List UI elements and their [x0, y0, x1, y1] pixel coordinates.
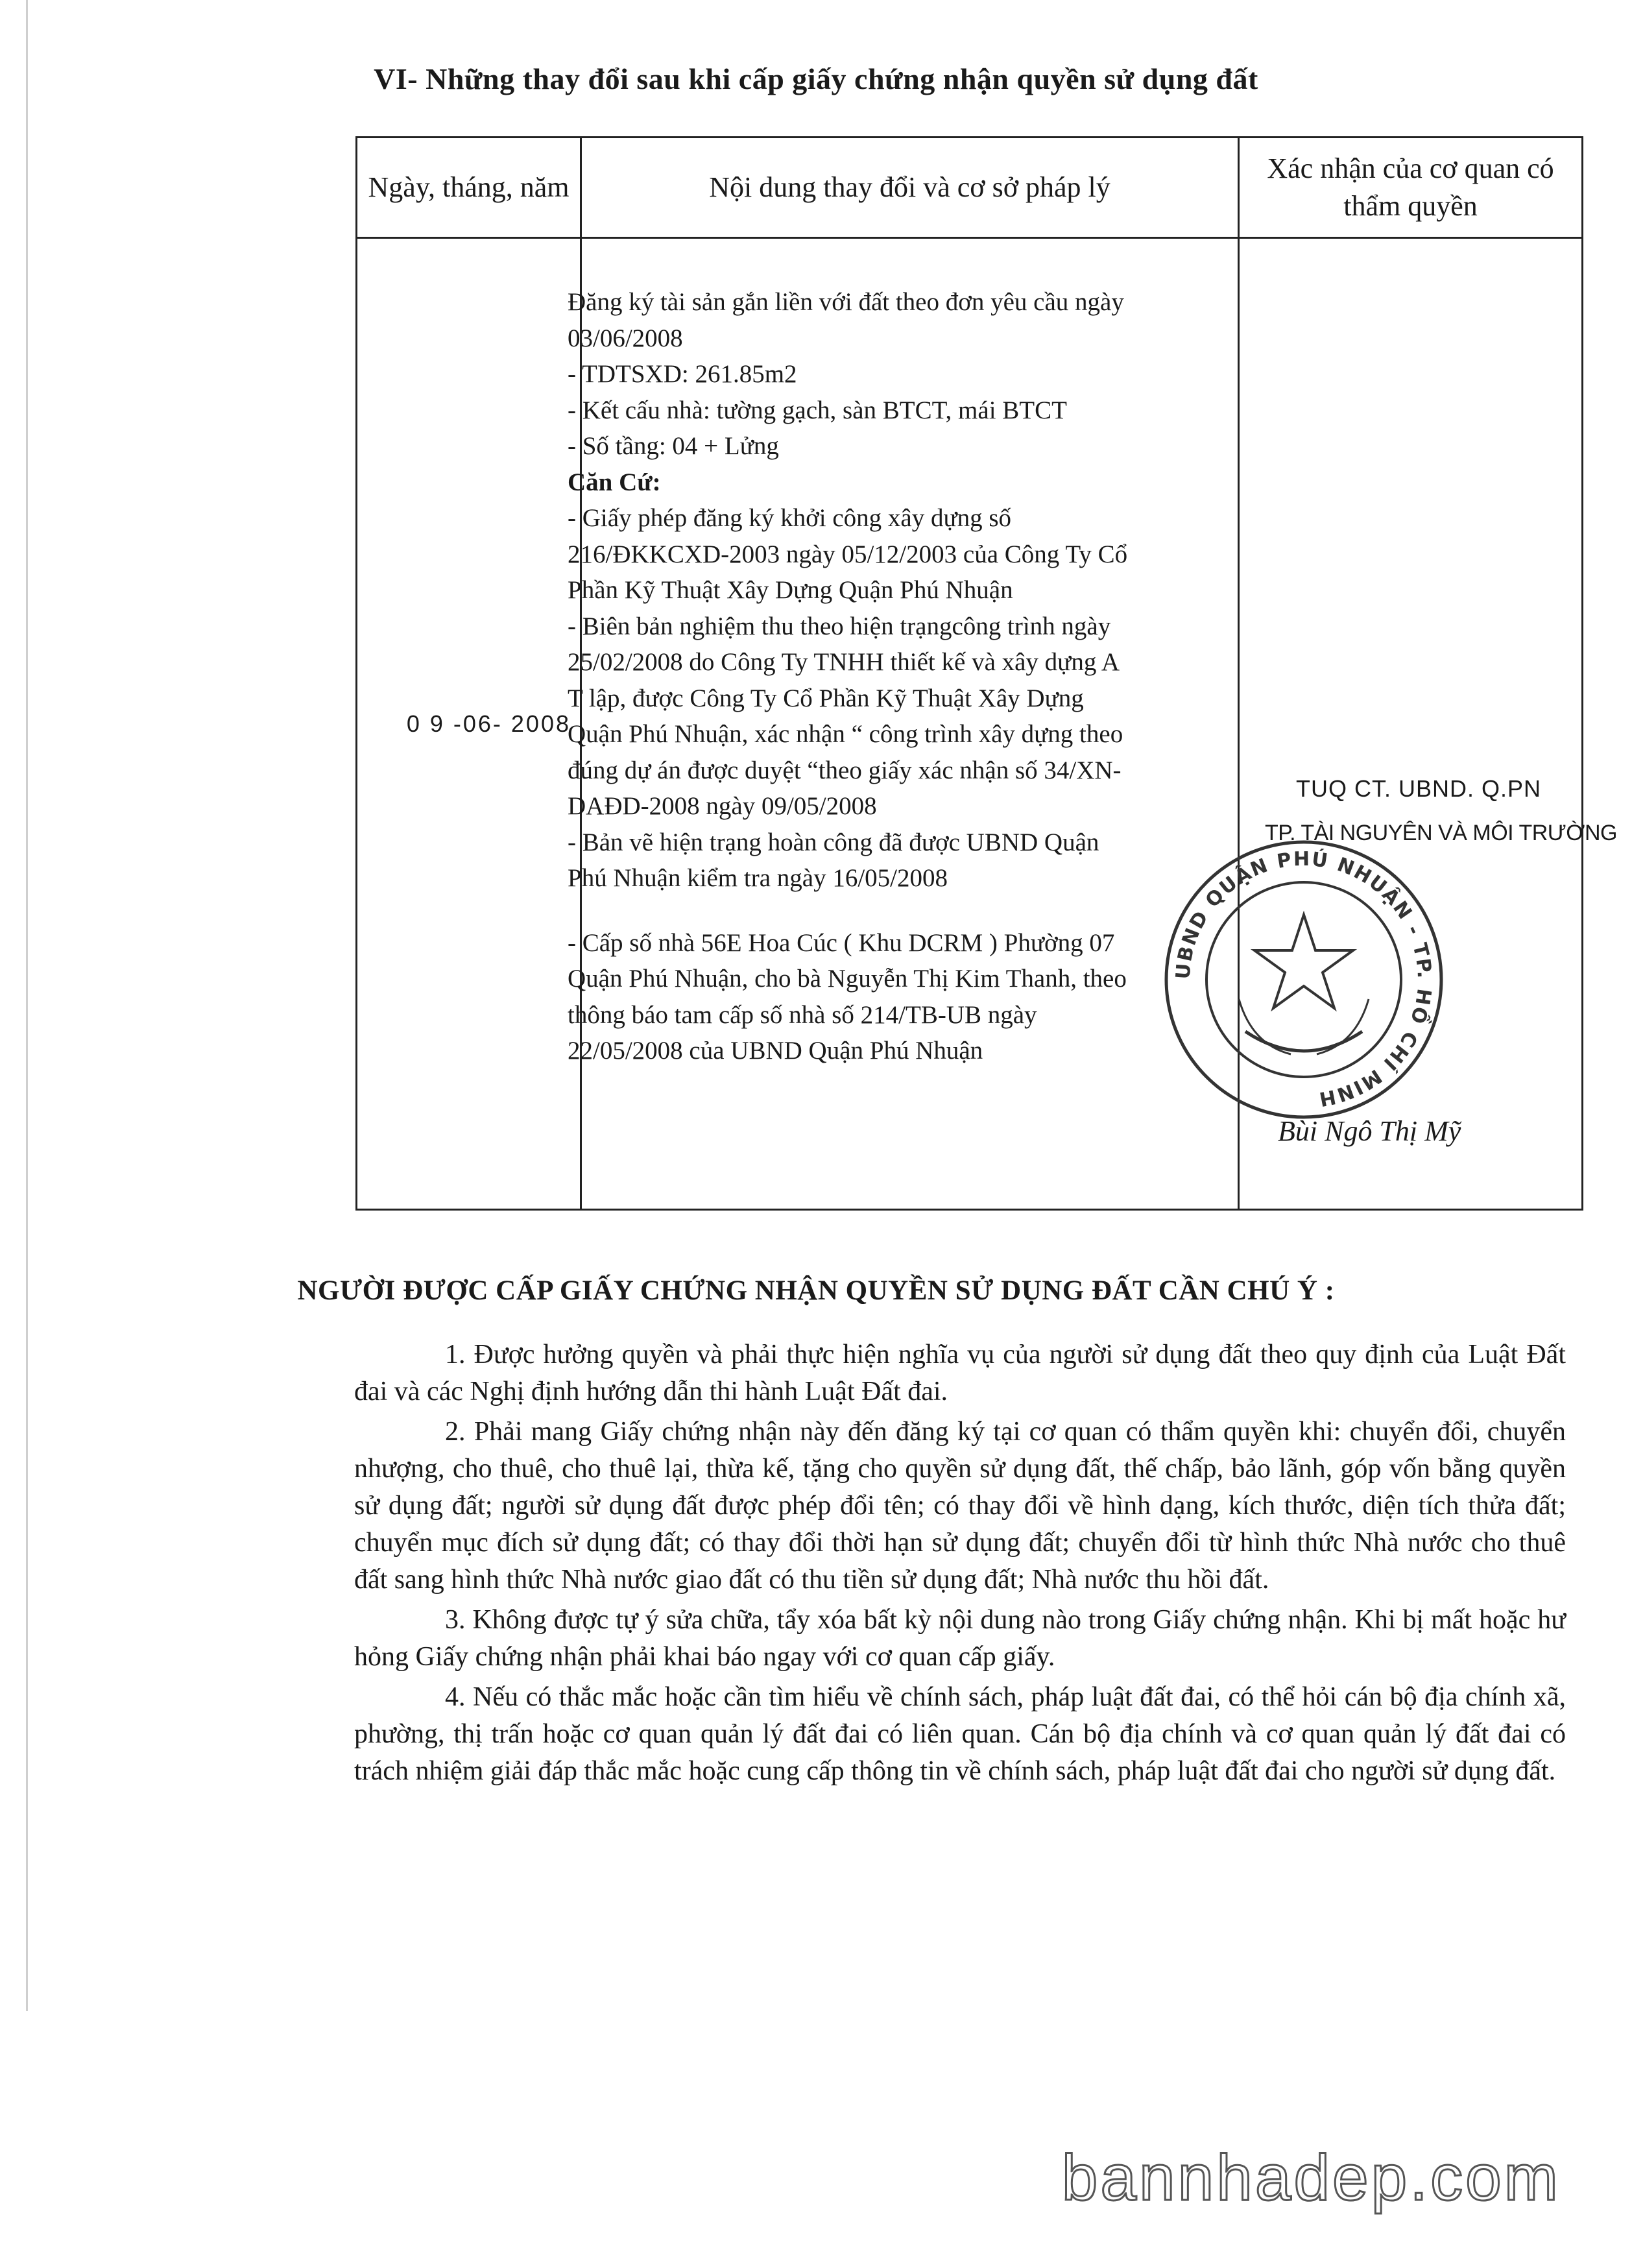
notice-item: 3. Không được tự ý sửa chữa, tẩy xóa bất kỳ nội dung nào trong Giấy chứng nhận. Khi bị mất hoặc hư hỏng Giấy chứng nhận phải khai báo ngay với cơ quan cấp giấy.	[354, 1605, 1566, 1672]
seal-text: UBND QUẬN PHÚ NHUẬN - TP. HỒ CHÍ MINH	[1171, 847, 1436, 1111]
notice-list	[354, 1336, 1566, 1793]
content-line: 25/02/2008 do Công Ty TNHH thiết kế và xây dựng A	[568, 648, 1120, 676]
svg-text:UBND QUẬN PHÚ NHUẬN - TP. HỒ C	[1172, 847, 1436, 1111]
content-line: Quận Phú Nhuận, xác nhận “ công trình xây dựng theo	[568, 720, 1123, 748]
official-seal-icon	[1161, 837, 1446, 1122]
change-content	[568, 238, 1239, 1210]
content-line: 216/ĐKKCXD-2003 ngày 05/12/2003 của Công Ty Cổ	[568, 540, 1128, 568]
notice-item: 1. Được hưởng quyền và phải thực hiện nghĩa vụ của người sử dụng đất theo quy định của Luật Đất đai và các Nghị định hướng dẫn thi hành Luật Đất đai.	[354, 1340, 1566, 1406]
content-line: - Bản vẽ hiện trạng hoàn công đã được UBND Quận	[568, 828, 1099, 856]
content-line: đúng dự án được duyệt “theo giấy xác nhận số 34/XN-	[568, 756, 1122, 784]
content-line: - TDTSXD: 261.85m2	[568, 360, 797, 388]
content-line: - Kết cấu nhà: tường gạch, sàn BTCT, mái BTCT	[568, 396, 1067, 424]
table-header-row	[357, 138, 1583, 238]
section-title: VI- Những thay đổi sau khi cấp giấy chứng nhận quyền sử dụng đất	[374, 62, 1258, 95]
content-line: Phần Kỹ Thuật Xây Dựng Quận Phú Nhuận	[568, 576, 1013, 604]
content-line-heading: Căn Cứ:	[568, 468, 661, 496]
watermark: bannhadep.com	[1061, 2141, 1561, 2214]
notice-title: NGƯỜI ĐƯỢC CẤP GIẤY CHỨNG NHẬN QUYỀN SỬ DỤNG ĐẤT CẦN CHÚ Ý :	[297, 1275, 1335, 1306]
signer-name: Bùi Ngô Thị Mỹ	[1278, 1115, 1461, 1147]
notice-item: 2. Phải mang Giấy chứng nhận này đến đăng ký tại cơ quan có thẩm quyền khi: chuyển đổi, chuyển nhượng, cho thuê, cho thuê lại, thừa kế, tặng cho quyền sử dụng đất, thế chấp, bảo lãnh, góp vốn bằng quyền sử dụng đất; người sử dụng đất được phép đổi tên; có thay đổi về hình dạng, kích thước, diện tích thửa đất; chuyển mục đích sử dụng đất; có thay đổi thời hạn sử dụng đất; chuyển đổi từ hình thức Nhà nước cho thuê đất sang hình thức Nhà nước giao đất có thu tiền sử dụng đất; Nhà nước thu hồi đất.	[354, 1417, 1566, 1595]
content-line: - Số tầng: 04 + Lửng	[568, 432, 779, 460]
content-line: 22/05/2008 của UBND Quận Phú Nhuận	[568, 1037, 983, 1065]
confirmation-department: TP. TÀI NGUYÊN VÀ MÔI TRƯỜNG	[1265, 821, 1617, 845]
content-line: T lập, được Công Ty Cổ Phần Kỹ Thuật Xây Dựng	[568, 684, 1084, 712]
notice-item: 4. Nếu có thắc mắc hoặc cần tìm hiểu về chính sách, pháp luật đất đai, có thể hỏi cán bộ địa chính xã, phường, thị trấn hoặc cơ quan quản lý đất đai có liên quan. Cán bộ địa chính và cơ quan quản lý đất đai có trách nhiệm giải đáp thắc mắc hoặc cung cấp thông tin về chính sách, pháp luật đất đai cho người sử dụng đất.	[354, 1682, 1566, 1786]
content-line: - Giấy phép đăng ký khởi công xây dựng số	[568, 504, 1012, 532]
content-line: 03/06/2008	[568, 324, 683, 352]
content-line: Phú Nhuận kiểm tra ngày 16/05/2008	[568, 864, 948, 892]
content-line: Đăng ký tài sản gắn liền với đất theo đơn yêu cầu ngày	[568, 288, 1124, 316]
content-line: DAĐD-2008 ngày 09/05/2008	[568, 792, 877, 820]
content-line: - Cấp số nhà 56E Hoa Cúc ( Khu DCRM ) Phường 07	[568, 928, 1115, 957]
content-line: thông báo tam cấp số nhà số 214/TB-UB ngày	[568, 1000, 1037, 1029]
confirmation-title: TUQ CT. UBND. Q.PN	[1296, 775, 1542, 802]
change-date: 0 9 -06- 2008	[357, 238, 581, 1210]
header-date: Ngày, tháng, năm	[357, 138, 581, 238]
header-content: Nội dung thay đổi và cơ sở pháp lý	[581, 138, 1239, 238]
header-confirmation: Xác nhận của cơ quan có thẩm quyền	[1239, 138, 1583, 238]
content-line: Quận Phú Nhuận, cho bà Nguyễn Thị Kim Thanh, theo	[568, 965, 1127, 993]
content-line: - Biên bản nghiệm thu theo hiện trạngcông trình ngày	[568, 612, 1111, 640]
